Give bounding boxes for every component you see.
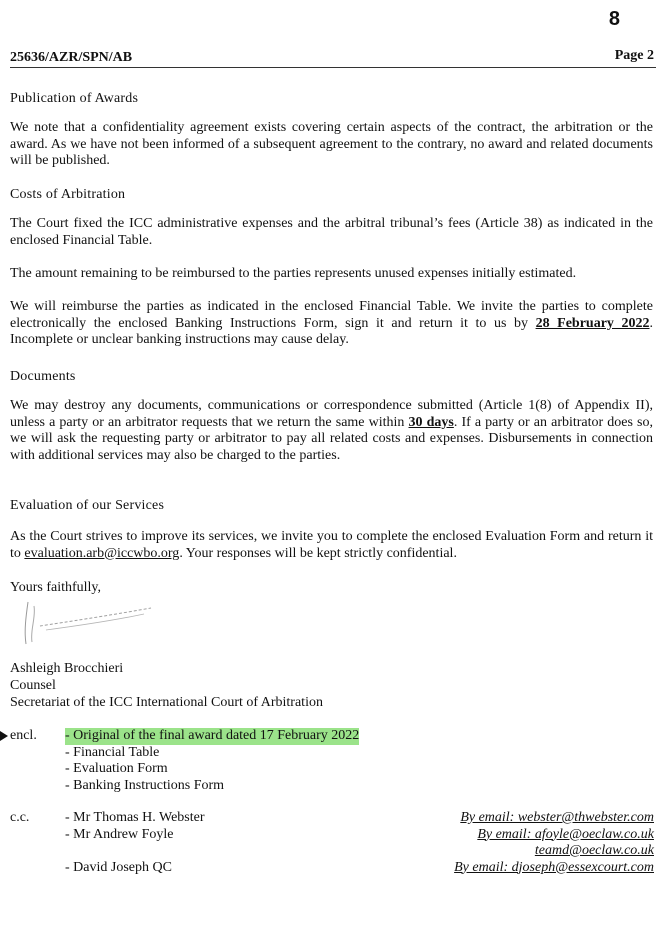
evaluation-paragraph xyxy=(10,529,653,562)
page-number: 8 xyxy=(608,8,620,30)
deadline-date: 28 February 2022 xyxy=(535,315,650,331)
signatory-title: Counsel xyxy=(10,678,56,693)
documents-pre: We may destroy any documents, communications or correspondence submitted (Article 1(8) of Appendix II), unless a party or an arbitrator requests that we return the same within xyxy=(10,398,653,430)
enclosure-item: - Financial Table xyxy=(65,744,160,760)
heading-evaluation: Evaluation of our Services xyxy=(10,498,165,513)
cc-name: - Mr Thomas H. Webster xyxy=(65,810,205,825)
enclosure-item: - Evaluation Form xyxy=(65,761,168,776)
header-rule xyxy=(10,67,656,68)
costs-paragraph-3 xyxy=(10,299,653,349)
costs-paragraph-1: The Court fixed the ICC administrative expenses and the arbitral tribunal’s fees (Article 38) as indicated in the enclosed Financial Table. xyxy=(10,216,653,248)
return-days: 30 days xyxy=(408,414,454,430)
cc-email-link[interactable]: By email: webster@thwebster.com xyxy=(460,810,654,825)
signature-image xyxy=(16,596,166,656)
documents-post: . If a party or an arbitrator does so, we will ask the requesting party or arbitrator to pay all related costs and expenses. Disbursements in connection with additional services may also be charged to the parties. xyxy=(10,414,654,463)
salutation: Yours faithfully, xyxy=(10,580,102,595)
cc-email-link[interactable]: By email: djoseph@essexcourt.com xyxy=(454,859,654,875)
evaluation-post: . Your responses will be kept strictly confidential. xyxy=(179,545,457,561)
enclosure-item: - Banking Instructions Form xyxy=(65,777,225,793)
publication-text: We note that a confidentiality agreement exists covering certain aspects of the contract, the arbitration or the award. As we have not been informed of a subsequent agreement to the contrary, no award and related documents will be published. xyxy=(10,120,653,168)
cc-email-link[interactable]: By email: afoyle@oeclaw.co.uk xyxy=(477,826,654,842)
page-label: Page 2 xyxy=(614,48,654,63)
enclosure-item-highlighted: - Original of the final award dated 17 February 2022 xyxy=(65,728,360,743)
enclosures-label: encl. xyxy=(10,728,37,743)
cc-emails xyxy=(454,810,654,876)
heading-publication: Publication of Awards xyxy=(10,91,139,106)
evaluation-pre: As the Court strives to improve its services, we invite you to complete the enclosed Evaluation Form and return it to xyxy=(10,529,653,561)
evaluation-email-link[interactable]: evaluation.arb@iccwbo.org xyxy=(24,545,180,561)
cc-name: - Mr Andrew Foyle xyxy=(65,826,174,842)
costs-p3-post: . Incomplete or unclear banking instructions may cause delay. xyxy=(10,315,653,347)
cc-label: c.c. xyxy=(10,810,30,825)
arrow-pointer-icon xyxy=(0,731,8,741)
heading-documents: Documents xyxy=(10,369,76,384)
reference-number: 25636/AZR/SPN/AB xyxy=(10,50,133,65)
cc-name: - David Joseph QC xyxy=(65,859,172,875)
cc-email-link[interactable]: teamd@oeclaw.co.uk xyxy=(534,843,654,858)
signatory-name: Ashleigh Brocchieri xyxy=(10,661,124,676)
enclosures-list xyxy=(65,728,359,794)
costs-p3-pre: We will reimburse the parties as indicated in the enclosed Financial Table. We invite the parties to complete electronically the enclosed Banking Instructions Form, sign it and return it to us by xyxy=(10,299,653,331)
costs-paragraph-2: The amount remaining to be reimbursed to the parties represents unused expenses initially estimated. xyxy=(10,266,577,281)
documents-paragraph xyxy=(10,398,653,464)
heading-costs: Costs of Arbitration xyxy=(10,187,126,202)
cc-names xyxy=(65,810,205,876)
signatory-organization: Secretariat of the ICC International Court of Arbitration xyxy=(10,695,323,710)
